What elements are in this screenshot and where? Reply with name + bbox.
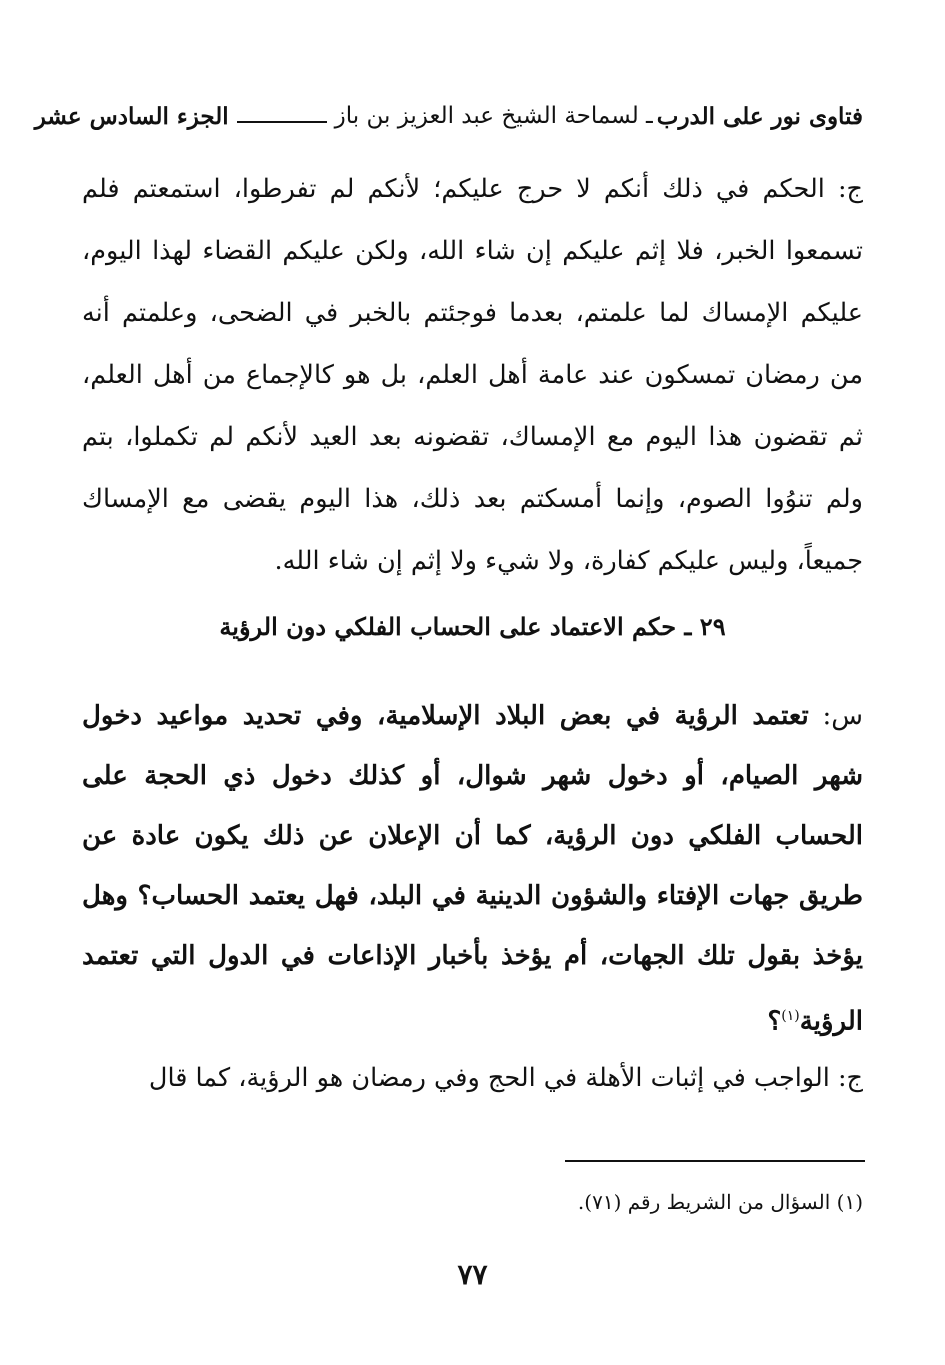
header-volume: الجزء السادس عشر xyxy=(34,102,229,130)
section-heading: ٢٩ ـ حكم الاعتماد على الحساب الفلكي دون الرؤية xyxy=(219,612,726,641)
header-author: ـ لسماحة الشيخ عبد العزيز بن باز xyxy=(334,103,653,129)
question-end-mark: ؟ xyxy=(767,1006,782,1037)
answer-paragraph-2: ج: الواجب في إثبات الأهلة في الحج وفي رمضان هو الرؤية، كما قال xyxy=(148,1063,863,1093)
header-title-group xyxy=(229,103,863,130)
header-rule xyxy=(237,121,327,123)
footnote-divider xyxy=(565,1160,865,1162)
page-number: ٧٧ xyxy=(457,1258,488,1291)
header-series-title: فتاوى نور على الدرب xyxy=(656,102,863,130)
footnote: (١) السؤال من الشريط رقم (٧١). xyxy=(577,1190,863,1214)
question-paragraph xyxy=(82,686,863,1052)
running-header xyxy=(34,96,863,136)
question-label: س: xyxy=(808,701,864,731)
footnote-reference: (١) xyxy=(781,1008,800,1024)
answer-paragraph-1: ج: الحكم في ذلك أنكم لا حرج عليكم؛ لأنكم لم تفرطوا، استمعتم فلم تسمعوا الخبر، فلا إثم عليكم إن شاء الله، ولكن عليكم القضاء لهذا اليوم، عليكم الإمساك لما علمتم، بعدما فوجئتم بالخبر في الضحى، وعلمتم أنه من رمضان تمسكون عند عامة أهل العلم، بل هو كالإجماع من أهل العلم، ثم تقضون هذا اليوم مع الإمساك، تقضونه بعد العيد لأنكم لم تكملوا، بتم ولم تنوُوا الصوم، وإنما أمسكتم بعد ذلك، هذا اليوم يقضى مع الإمساك جميعاً، وليس عليكم كفارة، ولا شيء ولا إثم إن شاء الله. xyxy=(82,174,863,576)
question-text: تعتمد الرؤية في بعض البلاد الإسلامية، وفي تحديد مواعيد دخول شهر الصيام، أو دخول شهر شوال، أو كذلك دخول ذي الحجة على الحساب الفلكي دون الرؤية، كما أن الإعلان عن ذلك يكون عادة عن طريق جهات الإفتاء والشؤون الدينية في البلد، فهل يعتمد الحساب؟ وهل يؤخذ بقول تلك الجهات، أم يؤخذ بأخبار الإذاعات في الدول التي تعتمد الرؤية xyxy=(82,701,863,1037)
